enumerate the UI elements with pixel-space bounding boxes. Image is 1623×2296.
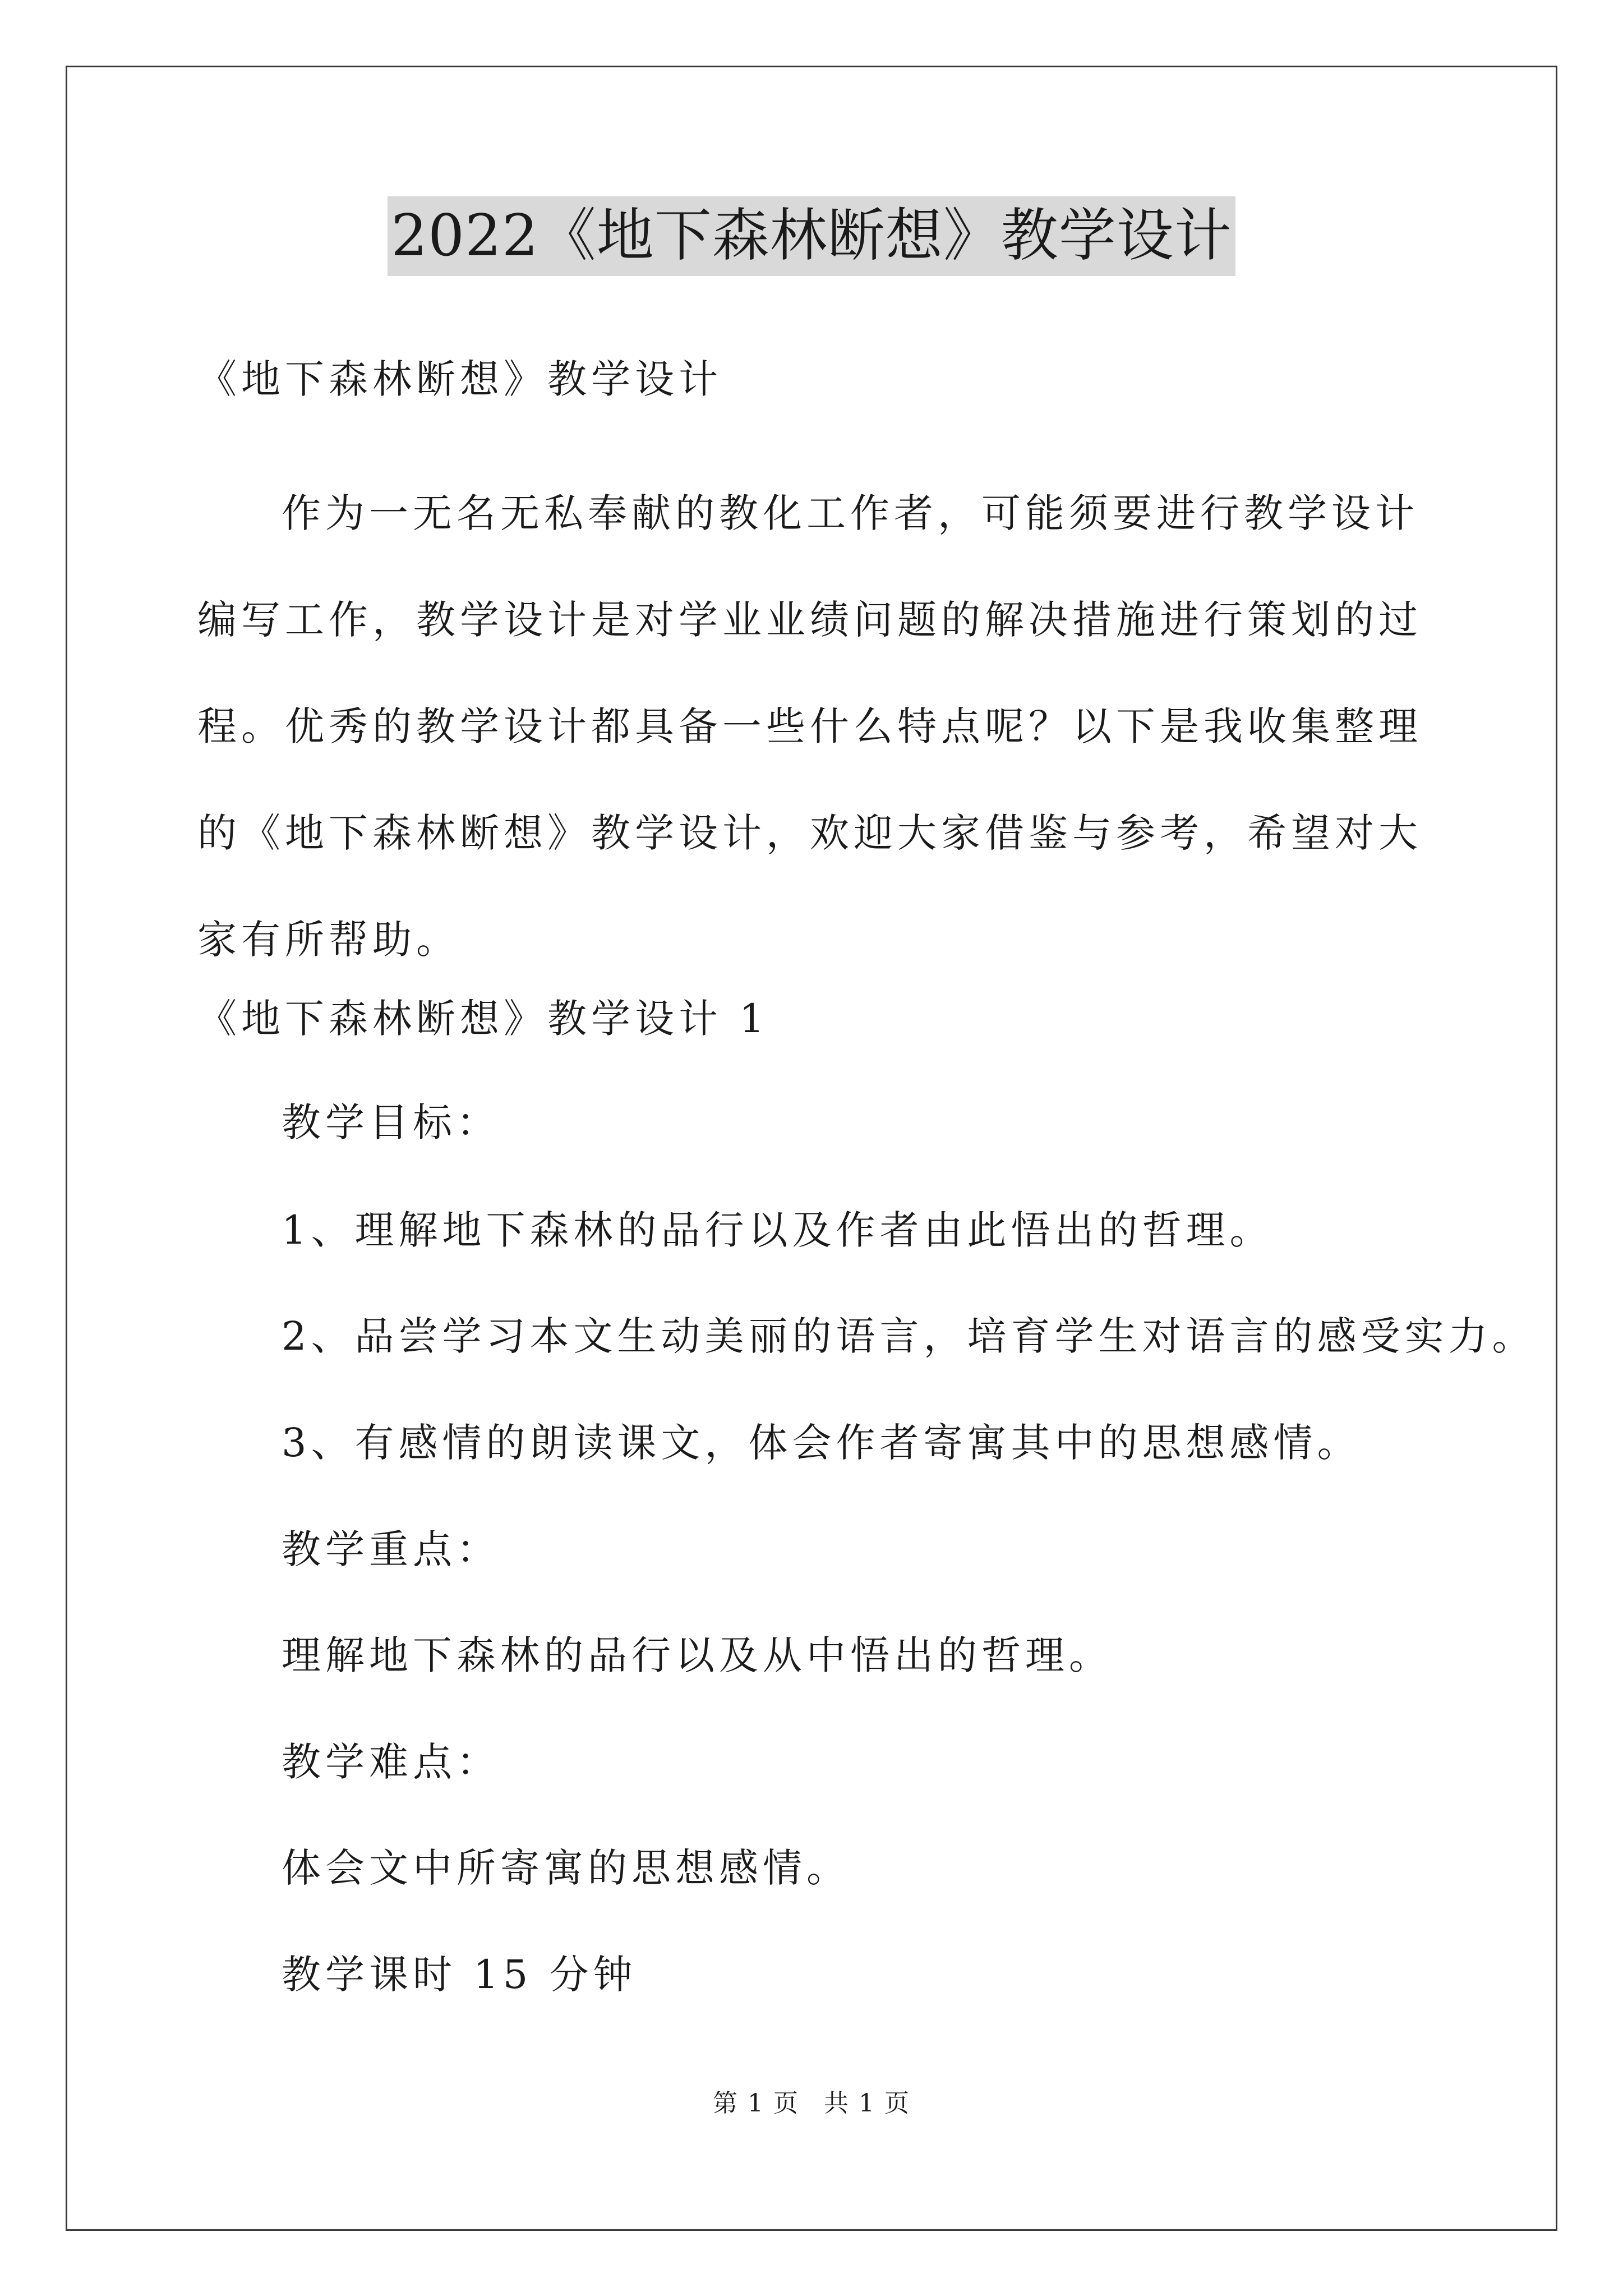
objective-item-3: 3、有感情的朗读课文，体会作者寄寓其中的思想感情。	[282, 1420, 1361, 1466]
title-container	[0, 196, 1623, 276]
document-title: 2022《地下森林断想》教学设计	[388, 196, 1235, 276]
section-heading: 《地下森林断想》教学设计 1	[197, 996, 769, 1042]
key-points-text: 理解地下森林的品行以及从中悟出的哲理。	[282, 1632, 1113, 1678]
intro-paragraph: 作为一无名无私奉献的教化工作者，可能须要进行教学设计编写工作，教学设计是对学业业绩问题的解决措施进行策划的过程。优秀的教学设计都具备一些什么特点呢？以下是我收集整理的《地下森林断想》教学设计，欢迎大家借鉴与参考，希望对大家有所帮助。	[197, 490, 1422, 963]
page-footer	[0, 2087, 1623, 2120]
key-points-heading: 教学重点：	[282, 1526, 500, 1572]
class-hours-text: 教学课时 15 分钟	[282, 1952, 637, 1998]
document-subtitle: 《地下森林断想》教学设计	[197, 356, 722, 402]
objective-item-1: 1、理解地下森林的品行以及作者由此悟出的哲理。	[282, 1207, 1274, 1253]
objective-item-2: 2、品尝学习本文生动美丽的语言，培育学生对语言的感受实力。	[282, 1313, 1536, 1359]
difficulties-text: 体会文中所寄寓的思想感情。	[282, 1845, 850, 1891]
difficulties-heading: 教学难点：	[282, 1739, 500, 1785]
page-total: 共 1 页	[824, 2089, 910, 2118]
page-number: 第 1 页	[713, 2089, 799, 2118]
objectives-heading: 教学目标：	[282, 1099, 500, 1145]
